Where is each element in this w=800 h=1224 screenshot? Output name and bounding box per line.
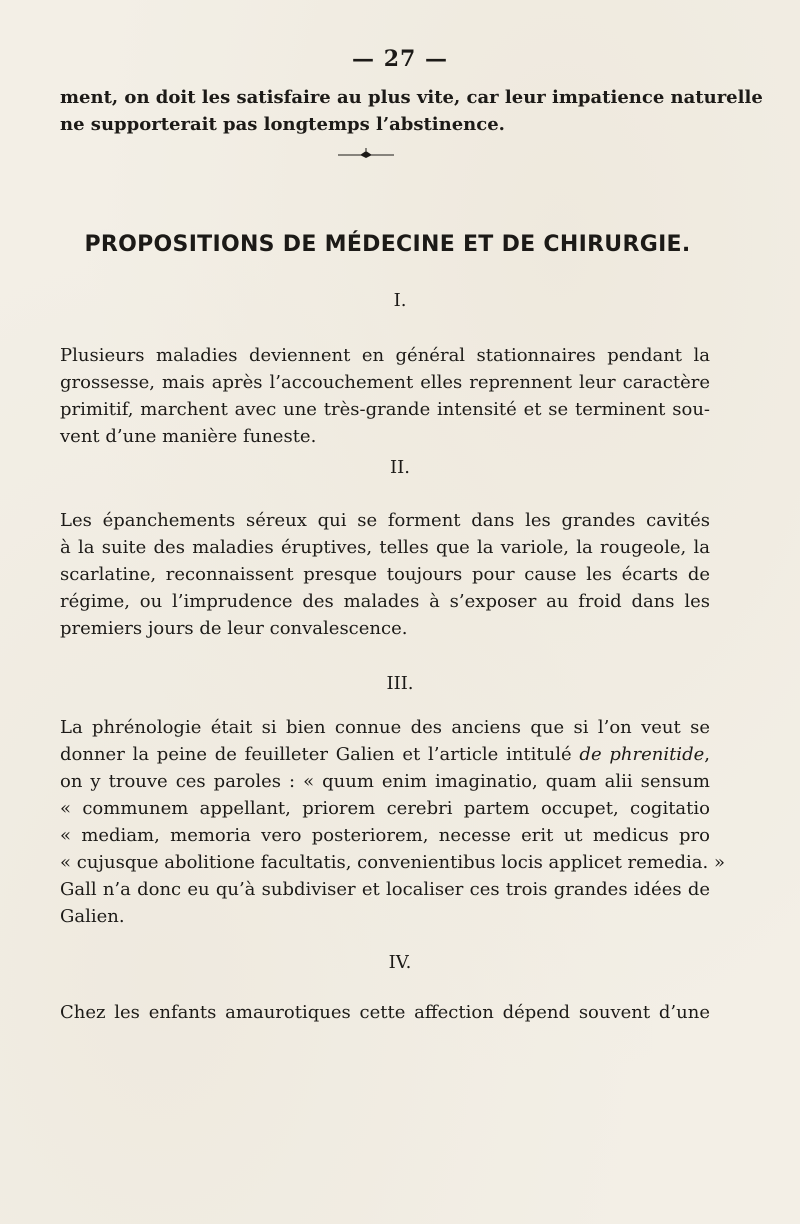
text-line: [60, 741, 710, 768]
text-line: vent d’une manière funeste.: [60, 426, 317, 447]
text-line: « cujusque abolitione facultatis, convenientibus locis applicet remedia. »: [60, 852, 725, 873]
text-line: La phrénologie était si bien connue des anciens que si l’on veut se: [60, 717, 710, 738]
text-line: Chez les enfants amaurotiques cette affection dépend souvent d’une: [60, 1002, 710, 1023]
text-line: Gall n’a donc eu qu’à subdiviser et localiser ces trois grandes idées de: [60, 879, 710, 900]
section-2-paragraph: [60, 507, 710, 642]
text-line: scarlatine, reconnaissent presque toujours pour cause les écarts de: [60, 564, 710, 585]
section-1-paragraph: [60, 342, 710, 450]
section-4-paragraph: [60, 999, 710, 1026]
section-numeral-3: III.: [386, 673, 414, 694]
text-line: régime, ou l’imprudence des malades à s’exposer au froid dans les: [60, 591, 710, 612]
text-line: grossesse, mais après l’accouchement elles reprennent leur caractère: [60, 372, 710, 393]
section-numeral-1: I.: [393, 290, 407, 311]
text-line: « communem appellant, priorem cerebri partem occupet, cogitatio: [60, 798, 710, 819]
text-line: ment, on doit les satisfaire au plus vite, car leur impatience naturelle: [60, 87, 763, 108]
section-numeral-4: IV.: [388, 952, 412, 973]
section-heading: PROPOSITIONS DE MÉDECINE ET DE CHIRURGIE.: [84, 232, 691, 257]
text-line: « mediam, memoria vero posteriorem, necesse erit ut medicus pro: [60, 825, 710, 846]
text-line: Les épanchements séreux qui se forment dans les grandes cavités: [60, 510, 710, 531]
text-span: ,: [704, 744, 710, 765]
section-numeral-2: II.: [390, 457, 410, 478]
ornament-divider: [336, 148, 396, 160]
section-3-paragraph: [60, 714, 725, 930]
text-line: premiers jours de leur convalescence.: [60, 618, 408, 639]
italic-title: de phrenitide: [579, 744, 705, 765]
continuation-paragraph: [60, 84, 763, 138]
text-line: à la suite des maladies éruptives, telles que la variole, la rougeole, la: [60, 537, 710, 558]
text-line: ne supporterait pas longtemps l’abstinence.: [60, 114, 505, 135]
text-line: primitif, marchent avec une très-grande intensité et se terminent sou-: [60, 399, 710, 420]
text-line: on y trouve ces paroles : « quum enim imaginatio, quam alii sensum: [60, 771, 710, 792]
text-line: Plusieurs maladies deviennent en général stationnaires pendant la: [60, 345, 710, 366]
page-number: — 27 —: [352, 46, 448, 72]
text-span: donner la peine de feuilleter Galien et l’article intitulé: [60, 744, 580, 765]
text-line: Galien.: [60, 906, 125, 927]
